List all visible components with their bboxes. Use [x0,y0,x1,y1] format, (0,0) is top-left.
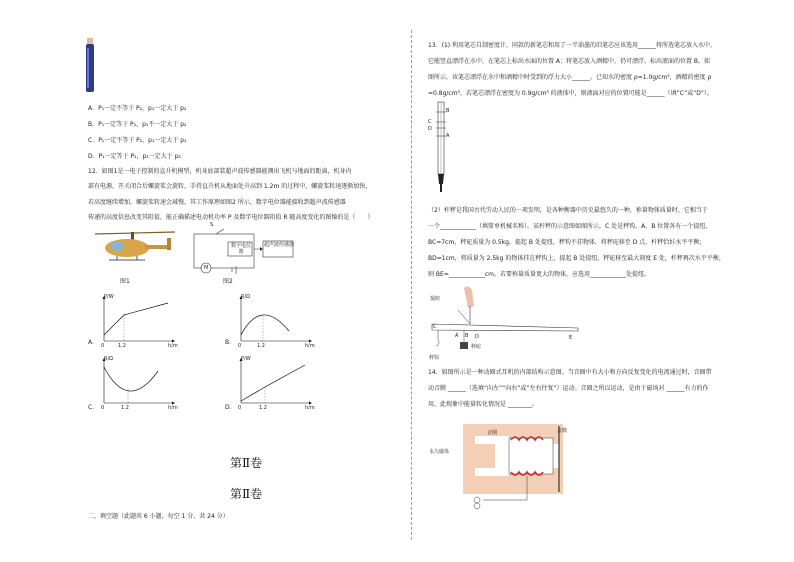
tube-figure [82,36,98,96]
switch-label: S [210,222,214,228]
point-a-label: A [455,333,459,339]
chengtuo-label: 秤砣 [471,344,482,350]
graph-b-letter: B． [225,339,236,346]
graph-a [98,295,178,351]
q13-line-4: =0.8g/cm³，若笔芯漂浮在密度为 0.9g/cm³ 的液体中，则液面对应的位置可能是______（填“C”或“D”）。 [428,90,713,97]
q12-line-4: 传递的高度信息改变其阻值，能正确描述电动机功率 P 及数字电位器阻值 R 随高度变化的图像的是（ ） [88,214,374,221]
graph-c-xlabel: h/m [168,405,178,411]
graph-a-letter: A． [88,339,99,346]
graph-c-curve [104,367,158,391]
graph-d-curve [241,365,305,401]
q13b-line-4: BD=1cm，将质量为 2.5kg 的物体挂在秤钩上，提起 B 处提纽，秤砣移至最大刻度 E 处，杆秤再次水平平衡， [428,255,725,262]
chenggou-label: 秤钩 [429,355,440,361]
graph-c [98,357,178,413]
graph-b-tick: 1.2 [257,343,265,349]
option-d: D．P₁一定等于 P₂，p₁一定大于 p₂ [88,153,181,160]
graph-b-curve [241,315,289,335]
pen-label-a: A [446,133,450,139]
point-e-label: E [569,335,573,341]
q14-line-2: 动音膜 ______（选填“向左”“向右”或“左右往复”）运动。音圈之所以运动，是由于磁场对 ______有力的作 [428,385,709,392]
motor-label: M [204,265,209,271]
graph-c-ylabel: R/Ω [104,356,113,362]
section-title-1: 第Ⅱ卷 [230,456,263,470]
graph-d-xlabel: h/m [305,405,315,411]
graph-d-tick: 1.2 [259,405,267,411]
point-d-label: D [475,334,479,340]
right-column [425,0,765,562]
graph-a-origin: 0 [101,343,105,349]
membrane-label: 音膜 [557,428,568,434]
q13b-line-1: （2）杆秤是我国古代劳动人民的一项发明，是各种衡器中历史最悠久的一种，称量物体质量时，它相当于 [428,207,708,214]
q14-line-3: 用，此现象中能量转化情况是 ________。 [428,401,538,408]
option-b: B．P₁一定等于 P₂，p₁不一定大于 p₂ [88,121,187,128]
scale-beam [432,324,578,331]
steelyard-figure [428,284,588,354]
pen-label-c: C [428,119,432,125]
graph-a-curve [104,303,168,335]
graph-d-letter: D． [225,404,236,411]
graph-d-origin: 0 [238,405,242,411]
option-a: A．P₁一定不等于 P₂，p₁一定大于 p₂ [88,105,187,112]
hand-shape [464,286,474,308]
q13b-line-2: 一个____________（填简单机械名称）。某杆秤的示意图如图所示，C 处是秤钩，A、B 位置各有一个提纽， [428,223,712,230]
q12-line-3: 若高度继续增加，螺旋桨转速会减慢，其工作原理如图2 所示，数字电位器能接收到超声波传感器 [88,199,346,206]
coil-label: 音圈 [487,430,498,436]
q12-line-2: 部有电源，开关闭合后螺旋桨会旋转，手持直升机从地面处升高到 1.2m 的过程中，螺旋桨转速逐渐加快， [88,183,372,190]
column-divider [411,30,412,540]
q12-line-1: 12．如图1是一电子控制的直升机模型，机身底部装超声波传感器能测出飞机与地面的距离，机身内 [88,168,352,175]
pen-label-b: B [446,108,450,114]
finger-shape [87,38,93,44]
weight-block [460,342,468,349]
section-note: 二、填空题（此题共 6 小题，每空 1 分，共 24 分） [88,513,229,520]
pen-label-d: D [428,126,432,132]
option-c: C．P₁一定不等于 P₂，p₁一定大于 p₂ [88,137,187,144]
magnet-label: 永久磁体 [429,449,450,455]
point-c-label: C [433,324,437,330]
q13-line-2: 它能竖直漂浮在水中，在笔芯上标出水面的位置 A；将笔芯放入酒精中，仍可漂浮，标出液面的位置 B。如 [428,58,711,65]
graph-b-origin: 0 [238,343,242,349]
helicopter-image [87,226,177,274]
graph-b-xlabel: h/m [305,343,315,349]
ultrasonic-label: 超声波传感器 [264,242,295,248]
graph-b-ylabel: R/Ω [241,294,250,300]
graph-a-ylabel: P/W [104,294,114,300]
q13b-line-5: 则 BE=____________cm。若要称量质量更大的物体，应选用____________处提纽。 [428,271,650,278]
q13-line-3: 图所示，该笔芯漂浮在水中和酒精中时受到的浮力大小______。已知水的密度 ρ=1.0g/cm³，酒精的密度 ρ [428,74,712,81]
graph-d-ylabel: P/W [241,356,251,362]
graph-d [235,357,315,413]
digital-pot-label: 数字电位器 [230,243,251,255]
fig1-caption: 图1 [120,278,130,285]
graph-c-tick: 1.2 [121,405,129,411]
graph-b [235,295,315,351]
switch-blade [216,229,224,234]
graph-c-letter: C． [88,404,99,411]
graph-a-tick: 1.2 [118,343,126,349]
graph-a-xlabel: h/m [168,343,178,349]
graph-c-origin: 0 [101,405,105,411]
point-b-label: B [465,333,469,339]
q13-line-1: 13．(1) 利用笔芯自制密度计，同款的新笔芯和用了一半油墨的旧笔芯应该选用______将所选笔芯放入水中， [428,42,717,49]
pen-densimeter [430,100,454,200]
tinuo-label: 提纽 [430,296,441,302]
q14-line-1: 14．如图所示是一种动圈式耳机的内部结构示意图。当音圈中有大小和方向反复变化的电流通过时，音圈带 [428,369,712,376]
section-title-2: 第Ⅱ卷 [230,487,263,501]
left-column [60,0,400,562]
fig2-caption: 图2 [223,278,233,285]
q13b-line-3: BC=7cm，秤砣质量为 0.5kg，提起 B 处提纽，秤钩不挂物体，将秤砣移至 D 点，杆秤恰好水平平衡； [428,239,706,246]
